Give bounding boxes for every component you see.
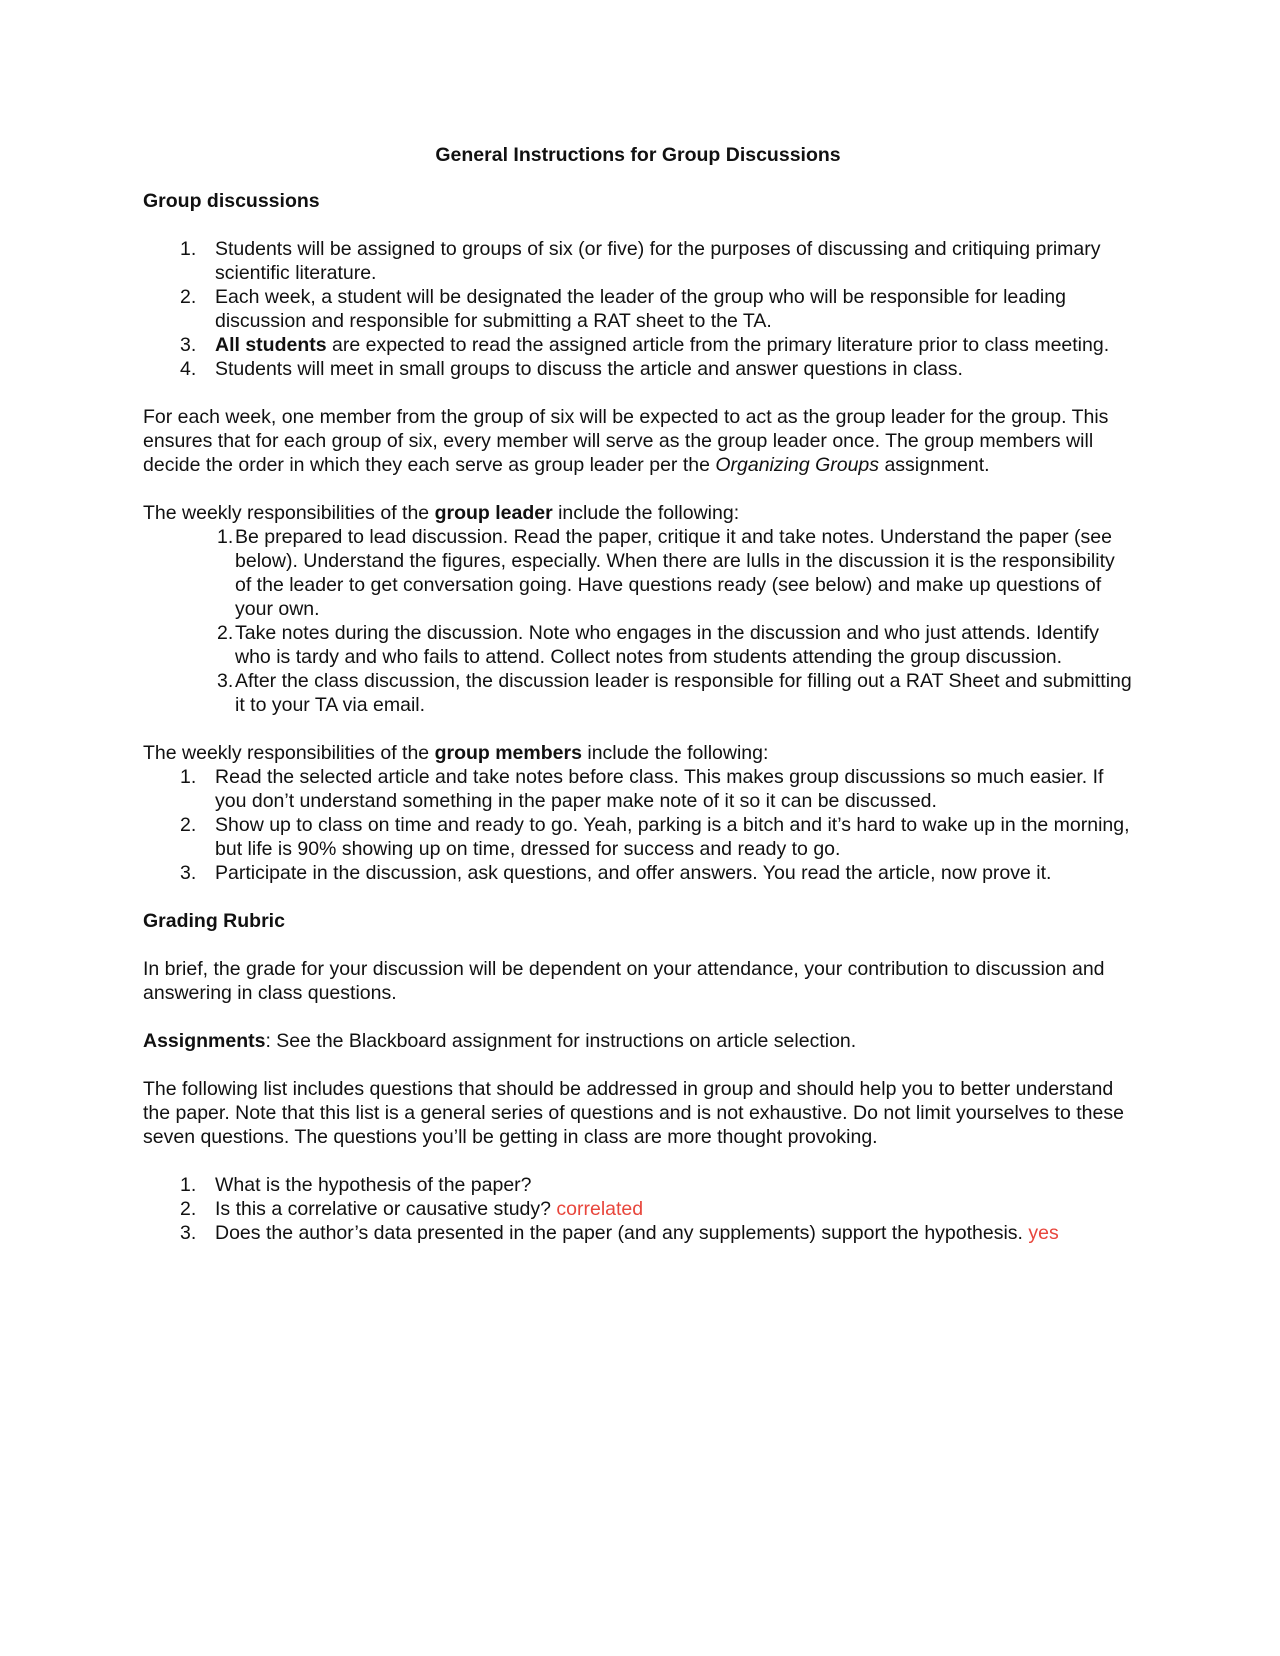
list-item: 3. Participate in the discussion, ask questions, and offer answers. You read the article, now prove it. bbox=[180, 862, 1052, 884]
group-discussions-list bbox=[143, 237, 1133, 381]
annotation-answer: yes bbox=[1028, 1222, 1059, 1244]
questions-list bbox=[143, 1173, 1133, 1245]
list-item: 3. All students are expected to read the assigned article from the primary literature prior to class meeting. bbox=[180, 334, 1110, 356]
annotation-answer: correlated bbox=[556, 1198, 644, 1220]
list-item: 2. Each week, a student will be designated the leader of the group who will be responsible for leading discussion and responsible for submitting a RAT sheet to the TA. bbox=[180, 286, 1066, 332]
list-item: 3. Does the author’s data presented in the paper (and any supplements) support the hypothesis. yes bbox=[180, 1222, 1059, 1244]
questions-intro-paragraph: The following list includes questions that should be addressed in group and should help you to better understand the paper. Note that this list is a general series of questions and is not exhaustive. Do not limit yourselves to these seven questions. The questions you’ll be getting in class are more thought provoking. bbox=[143, 1078, 1124, 1148]
document-title: General Instructions for Group Discussions bbox=[435, 144, 841, 166]
document-content bbox=[143, 143, 1133, 1269]
list-item: 2.Take notes during the discussion. Note who engages in the discussion and who just attends. Identify who is tardy and who fails to attend. Collect notes from students attending the group discussion. bbox=[217, 622, 1099, 668]
list-item: 4. Students will meet in small groups to discuss the article and answer questions in class. bbox=[180, 358, 963, 380]
list-item: 1. Students will be assigned to groups of six (or five) for the purposes of discussing and critiquing primary scientific literature. bbox=[180, 238, 1101, 284]
members-intro: The weekly responsibilities of the group members include the following: bbox=[143, 742, 769, 764]
leader-intro: The weekly responsibilities of the group leader include the following: bbox=[143, 502, 740, 524]
leader-responsibilities-list bbox=[143, 525, 1133, 717]
list-item: 1. What is the hypothesis of the paper? bbox=[180, 1174, 532, 1196]
list-item: 3.After the class discussion, the discussion leader is responsible for filling out a RAT Sheet and submitting it to your TA via email. bbox=[217, 670, 1132, 716]
members-responsibilities-list bbox=[143, 765, 1133, 885]
section-heading-group-discussions: Group discussions bbox=[143, 190, 320, 212]
grading-paragraph: In brief, the grade for your discussion will be dependent on your attendance, your contribution to discussion and answering in class questions. bbox=[143, 958, 1105, 1004]
assignments-paragraph: Assignments: See the Blackboard assignment for instructions on article selection. bbox=[143, 1030, 857, 1052]
list-item: 1. Read the selected article and take notes before class. This makes group discussions so much easier. If you don’t understand something in the paper make note of it so it can be discussed. bbox=[180, 766, 1104, 812]
list-item: 2. Show up to class on time and ready to go. Yeah, parking is a bitch and it’s hard to wake up in the morning, but life is 90% showing up on time, dressed for success and ready to go. bbox=[180, 814, 1130, 860]
list-item: 2. Is this a correlative or causative study? correlated bbox=[180, 1198, 644, 1220]
section-heading-grading-rubric: Grading Rubric bbox=[143, 910, 285, 932]
group-leader-paragraph: For each week, one member from the group of six will be expected to act as the group leader for the group. This ensures that for each group of six, every member will serve as the group leader once. The group members will decide the order in which they each serve as group leader per the Organizing Groups assignment. bbox=[143, 406, 1109, 476]
list-item: 1.Be prepared to lead discussion. Read the paper, critique it and take notes. Understand the paper (see below). Understand the figures, especially. When there are lulls in the discussion it is the responsibility of the leader to get conversation going. Have questions ready (see below) and make up questions of your own. bbox=[217, 526, 1115, 620]
